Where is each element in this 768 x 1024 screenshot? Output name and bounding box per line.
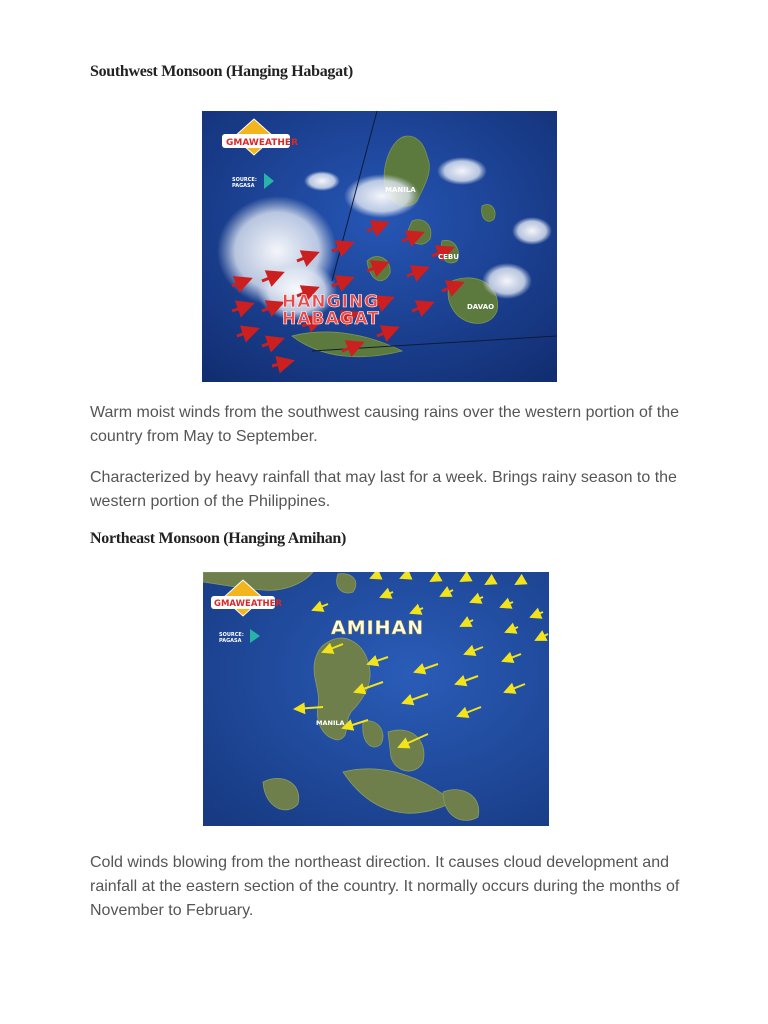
city-label-cebu: CEBU xyxy=(438,253,459,261)
source-label: SOURCE: xyxy=(219,632,244,638)
habagat-description-1: Warm moist winds from the southwest causing rains over the western portion of the country from May to September. xyxy=(90,404,679,445)
section-heading-habagat: Southwest Monsoon (Hanging Habagat) xyxy=(90,63,353,80)
section-heading-amihan: Northeast Monsoon (Hanging Amihan) xyxy=(90,530,347,547)
logo-text: GMAWEATHER xyxy=(214,599,282,609)
source-agency: PAGASA xyxy=(232,183,255,189)
city-label-manila: MANILA xyxy=(316,719,345,727)
city-label-manila: MANILA xyxy=(385,186,416,194)
habagat-weather-map xyxy=(202,111,557,382)
source-label: SOURCE: xyxy=(232,177,257,183)
habagat-description-2: Characterized by heavy rainfall that may last for a week. Brings rainy season to the western portion of the Philippines. xyxy=(90,469,677,510)
map-title: AMIHAN xyxy=(331,617,425,639)
source-agency: PAGASA xyxy=(219,638,242,644)
amihan-description: Cold winds blowing from the northeast direction. It causes cloud development and rainfall at the eastern section of the country. It normally occurs during the months of November to February. xyxy=(90,854,680,919)
city-label-davao: DAVAO xyxy=(467,303,495,311)
map-title-line2: HABAGAT xyxy=(282,309,380,329)
logo-text: GMAWEATHER xyxy=(226,138,298,148)
map-title-line1: HANGING xyxy=(282,292,380,312)
amihan-weather-map xyxy=(203,572,549,826)
